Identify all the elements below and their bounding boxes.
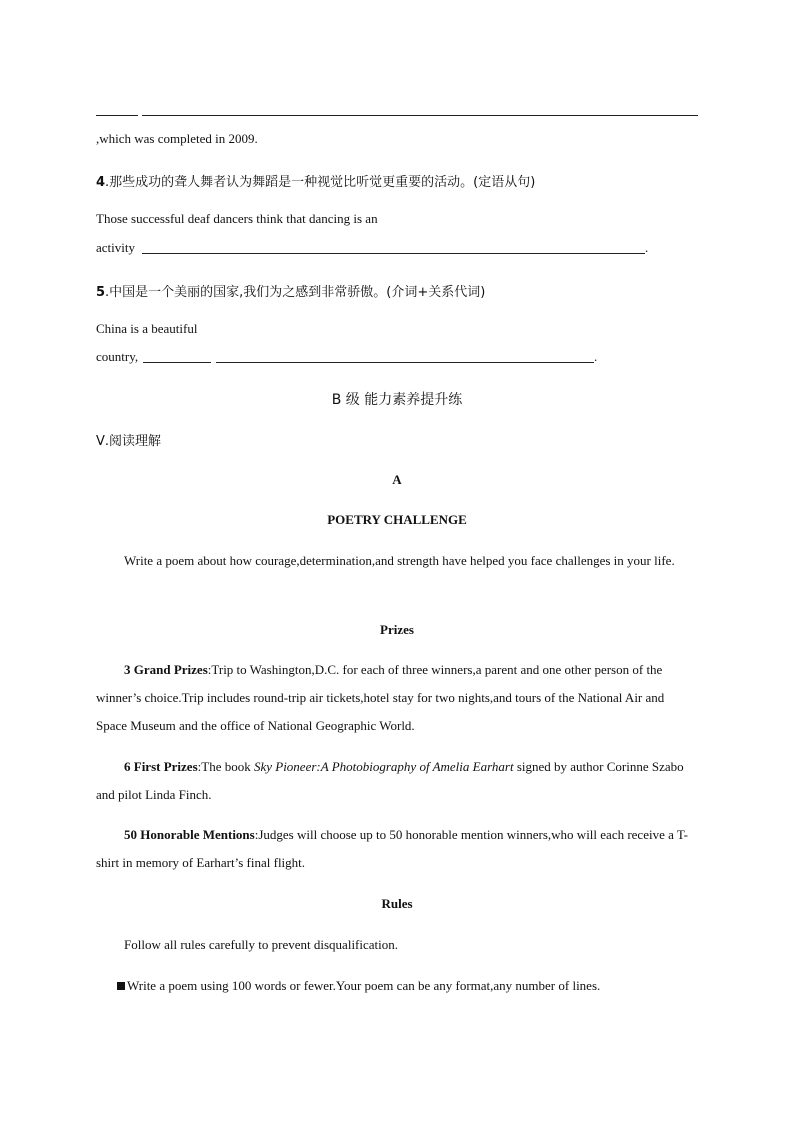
rule-item-text: Write a poem using 100 words or fewer.Your poem can be any format,any number of lines.: [127, 978, 601, 993]
prize-first-name: 6 First Prizes: [124, 759, 198, 774]
prize-honorable-name: 50 Honorable Mentions: [124, 827, 255, 842]
q5-prompt: [96, 281, 485, 300]
q5-prompt-text: .中国是一个美丽的国家,我们为之感到非常骄傲。(介词+关系代词): [105, 285, 486, 300]
prize-grand-name: 3 Grand Prizes: [124, 662, 208, 677]
passage-title: POETRY CHALLENGE: [327, 512, 467, 527]
prize-first-text-before: :The book: [197, 759, 254, 774]
rules-intro: Follow all rules carefully to prevent disqualification.: [124, 937, 399, 952]
prize-first-book: Sky Pioneer:A Photobiography of Amelia Earhart: [253, 759, 514, 774]
q4-prompt: [96, 171, 535, 190]
q5-line2-end: .: [594, 349, 598, 364]
q4-answer-blank[interactable]: [142, 253, 645, 254]
q4-prompt-text: .那些成功的聋人舞者认为舞蹈是一种视觉比听觉更重要的活动。(定语从句): [105, 175, 536, 190]
rule-item: [117, 978, 600, 994]
prize-grand: [96, 656, 696, 740]
prize-honorable: [96, 821, 696, 877]
section-subtitle: Ⅴ.阅读理解: [96, 434, 162, 449]
passage-intro-text: Write a poem about how courage,determination,and strength have helped you face challenges in your life.: [124, 553, 675, 568]
prize-honorable-text: :Judges will choose up to 50 honorable mention winners,who will each receive a T-shirt in memory of Earhart’s final flight.: [96, 827, 688, 870]
q3-continuation: ,which was completed in 2009.: [96, 131, 258, 146]
answer-blank-long[interactable]: [142, 115, 698, 116]
bullet-square-icon: [117, 982, 125, 990]
prizes-heading: Prizes: [380, 622, 414, 637]
q5-answer-blank-short[interactable]: [143, 362, 211, 363]
prize-first-text-after: signed by author Corinne Szabo and pilot Linda Finch.: [96, 759, 684, 802]
q5-number: 5: [96, 285, 106, 300]
q4-number: 4: [96, 175, 106, 190]
answer-blank-short[interactable]: [96, 115, 138, 116]
section-title: B 级 能力素养提升练: [331, 392, 463, 408]
prize-first: [96, 753, 696, 809]
rules-heading: Rules: [381, 896, 413, 911]
q5-line2-prefix: country,: [96, 349, 139, 364]
q5-answer-blank-long[interactable]: [216, 362, 594, 363]
q4-line2-prefix: activity: [96, 240, 135, 255]
prize-grand-text: :Trip to Washington,D.C. for each of three winners,a parent and one other person of the winner’s choice.Trip includes round-trip air tickets,hotel stay for two nights,and tours of the National Air and Space Museum and the office of National Geographic World.: [96, 662, 665, 733]
q5-line1: China is a beautiful: [96, 321, 198, 336]
q4-line2-end: .: [645, 240, 649, 255]
passage-intro: [96, 547, 696, 575]
q4-line1: Those successful deaf dancers think that dancing is an: [96, 211, 378, 226]
passage-label: A: [392, 472, 402, 487]
